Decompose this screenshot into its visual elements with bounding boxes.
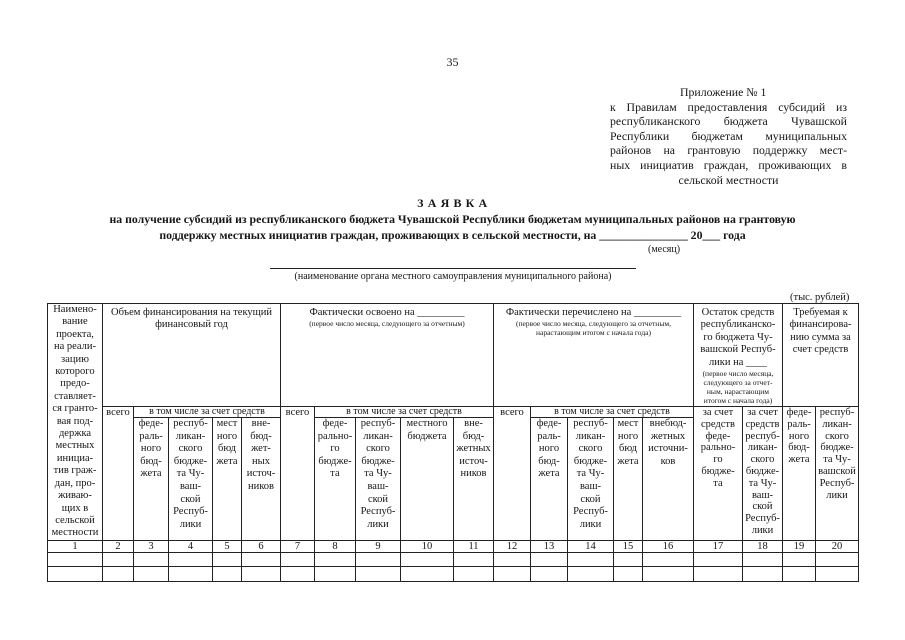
transferred-extrabudgetary-header: внебюд- жетных источни- ков bbox=[642, 417, 694, 541]
remaining-republican-header: за счет средств респуб- ликан- ского бюдже- та Чу- ваш- ской Респуб- лики bbox=[742, 406, 783, 541]
group-title: Фактически перечислено на _________ bbox=[505, 307, 682, 318]
used-extrabudgetary-header: вне- бюд- жетных источ- ников bbox=[453, 417, 494, 541]
group-title: Фактически освоено на _________ bbox=[309, 307, 465, 318]
appendix-line: республиканского бюджета Чувашской bbox=[610, 114, 847, 129]
organization-name-line bbox=[270, 268, 636, 269]
month-caption: (месяц) bbox=[648, 244, 681, 255]
total-header: всего bbox=[102, 406, 134, 541]
group-note: (первое число месяца, следующего за отчетным) bbox=[309, 319, 465, 329]
planned-local-header: мест ного бюд жета bbox=[212, 417, 242, 541]
column-number-cell: 11 bbox=[453, 540, 494, 553]
table-data-cell bbox=[355, 566, 401, 582]
table-data-cell bbox=[168, 552, 213, 567]
table-data-cell bbox=[782, 552, 816, 567]
table-data-cell bbox=[567, 552, 614, 567]
group-note: (первое число месяца, следующего за отчет- ным, нарастающим итогом с начала года) bbox=[702, 369, 774, 406]
table-data-cell bbox=[400, 552, 454, 567]
column-number-cell: 10 bbox=[400, 540, 454, 553]
column-number-cell: 19 bbox=[782, 540, 816, 553]
required-republican-header: респуб- ликан- ского бюдже- та Чу- вашской Респуб- лики bbox=[815, 406, 859, 541]
used-local-header: местного бюджета bbox=[400, 417, 454, 541]
form-subtitle-line: поддержку местных инициатив граждан, проживающих в сельской местности, на _______________ 20___ года bbox=[159, 228, 746, 242]
column-number-cell: 12 bbox=[493, 540, 531, 553]
table-data-cell bbox=[453, 566, 494, 582]
table-data-cell bbox=[642, 566, 694, 582]
column-number-cell: 15 bbox=[613, 540, 643, 553]
planned-federal-header: феде- раль- ного бюд- жета bbox=[133, 417, 169, 541]
table-data-cell bbox=[212, 566, 242, 582]
table-data-cell bbox=[133, 566, 169, 582]
column-number-cell: 7 bbox=[280, 540, 315, 553]
table-data-cell bbox=[355, 552, 401, 567]
table-data-cell bbox=[693, 552, 743, 567]
total-header: всего bbox=[493, 406, 531, 541]
table-data-cell bbox=[493, 552, 531, 567]
required-federal-header: феде- раль- ного бюд- жета bbox=[782, 406, 816, 541]
appendix-line: Республики бюджетам муниципальных bbox=[610, 128, 847, 143]
planned-extrabudgetary-header: вне- бюд- жет- ных источ- ников bbox=[241, 417, 281, 541]
form-subtitle-line: на получение субсидий из республиканского бюджета Чувашской Республики бюджетам муниципальных районов на грантовую bbox=[109, 212, 796, 226]
column-number-cell: 20 bbox=[815, 540, 859, 553]
table-data-cell bbox=[280, 566, 315, 582]
header-group-used bbox=[280, 303, 494, 407]
application-table bbox=[47, 303, 859, 582]
column-number-cell: 17 bbox=[693, 540, 743, 553]
appendix-block bbox=[610, 85, 847, 187]
table-data-cell bbox=[742, 552, 783, 567]
including-header: в том числе за счет средств bbox=[530, 406, 694, 418]
project-name-header: Наимено- вание проекта, на реали- зацию которого предо- ставляет- ся гранто- вая под- держка местных инициа- тив граж- дан, про- живаю- щих в сельской местности bbox=[47, 303, 103, 541]
including-header: в том числе за счет средств bbox=[133, 406, 281, 418]
table-data-cell bbox=[453, 552, 494, 567]
used-republican-header: респуб- ликан- ского бюдже- та Чу- ваш- ской Респуб- лики bbox=[355, 417, 401, 541]
column-number-cell: 2 bbox=[102, 540, 134, 553]
table-data-cell bbox=[613, 552, 643, 567]
including-header: в том числе за счет средств bbox=[314, 406, 494, 418]
transferred-local-header: мест ного бюд жета bbox=[613, 417, 643, 541]
table-data-cell bbox=[241, 552, 281, 567]
table-data-cell bbox=[782, 566, 816, 582]
column-number-cell: 16 bbox=[642, 540, 694, 553]
header-group-planned bbox=[102, 303, 281, 407]
transferred-republican-header: респуб- ликан- ского бюдже- та Чу- ваш- ской Респуб- лики bbox=[567, 417, 614, 541]
table-data-cell bbox=[693, 566, 743, 582]
table-data-cell bbox=[530, 552, 568, 567]
appendix-line: сельской местности bbox=[678, 172, 779, 187]
column-number-cell: 3 bbox=[133, 540, 169, 553]
table-data-cell bbox=[102, 566, 134, 582]
table-data-cell bbox=[102, 552, 134, 567]
appendix-line: ных инициатив граждан, проживающих в bbox=[610, 157, 847, 172]
table-data-cell bbox=[742, 566, 783, 582]
remaining-federal-header: за счет средств феде- рально- го бюдже- та bbox=[693, 406, 743, 541]
appendix-line: к Правилам предоставления субсидий из bbox=[610, 99, 847, 114]
column-number-cell: 1 bbox=[47, 540, 103, 553]
table-data-cell bbox=[241, 566, 281, 582]
column-number-cell: 18 bbox=[742, 540, 783, 553]
column-number-cell: 9 bbox=[355, 540, 401, 553]
table-data-cell bbox=[567, 566, 614, 582]
table-data-cell bbox=[47, 566, 103, 582]
organization-caption: (наименование органа местного самоуправления муниципального района) bbox=[294, 271, 612, 282]
header-group-remaining bbox=[693, 303, 783, 407]
group-note: (первое число месяца, следующего за отчетным, нарастающим итогом с начала года) bbox=[516, 319, 671, 338]
table-data-cell bbox=[815, 552, 859, 567]
used-federal-header: феде- рально- го бюдже- та bbox=[314, 417, 356, 541]
column-number-cell: 4 bbox=[168, 540, 213, 553]
table-data-cell bbox=[642, 552, 694, 567]
total-header: всего bbox=[280, 406, 315, 541]
table-data-cell bbox=[400, 566, 454, 582]
column-number-cell: 13 bbox=[530, 540, 568, 553]
appendix-title: Приложение № 1 bbox=[680, 85, 767, 99]
table-data-cell bbox=[815, 566, 859, 582]
table-data-cell bbox=[314, 552, 356, 567]
appendix-line: районов на грантовую поддержку мест- bbox=[610, 143, 847, 158]
table-data-cell bbox=[47, 552, 103, 567]
table-data-cell bbox=[314, 566, 356, 582]
page-number: 35 bbox=[446, 55, 459, 69]
group-title: Требуемая к финансирова- нию сумма за счет средств bbox=[789, 307, 852, 356]
table-data-cell bbox=[613, 566, 643, 582]
header-group-transferred bbox=[493, 303, 694, 407]
column-number-cell: 5 bbox=[212, 540, 242, 553]
column-number-cell: 8 bbox=[314, 540, 356, 553]
transferred-federal-header: феде- раль- ного бюд- жета bbox=[530, 417, 568, 541]
column-number-cell: 14 bbox=[567, 540, 614, 553]
table-data-cell bbox=[168, 566, 213, 582]
units-label: (тыс. рублей) bbox=[790, 292, 850, 303]
table-data-cell bbox=[212, 552, 242, 567]
header-group-required bbox=[782, 303, 859, 407]
table-data-cell bbox=[133, 552, 169, 567]
group-title: Остаток средств республиканско- го бюджета Чу- вашской Респуб- лики на ____ bbox=[700, 307, 776, 368]
form-title: З А Я В К А bbox=[417, 196, 488, 210]
table-data-cell bbox=[530, 566, 568, 582]
column-number-cell: 6 bbox=[241, 540, 281, 553]
table-data-cell bbox=[280, 552, 315, 567]
table-data-cell bbox=[493, 566, 531, 582]
group-title: Объем финансирования на текущий финансовый год bbox=[111, 307, 272, 331]
planned-republican-header: респуб- ликан- ского бюдже- та Чу- ваш- ской Респуб- лики bbox=[168, 417, 213, 541]
